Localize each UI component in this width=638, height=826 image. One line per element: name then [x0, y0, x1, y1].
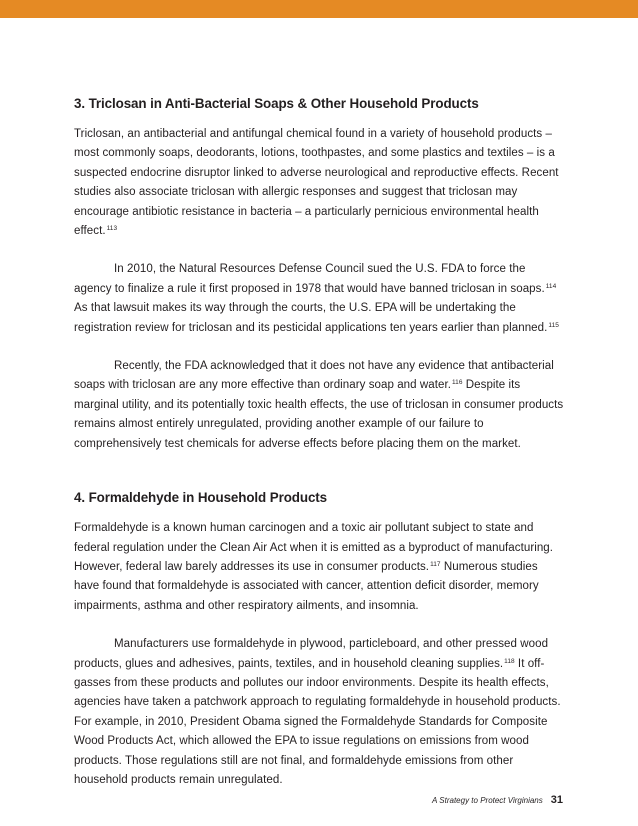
paragraph [74, 357, 566, 454]
paragraph [74, 635, 566, 790]
paragraph-text: Despite its marginal utility, and its potentially toxic health effects, the use of triclosan in consumer products remains almost entirely unregulated, providing another example of our failure to comprehensively test chemicals for adverse effects before placing them on the market. [74, 379, 564, 450]
paragraph-text: As that lawsuit makes its way through the courts, the U.S. EPA will be undertaking the registration review for triclosan and its pesticidal applications ten years earlier than planned. [74, 302, 548, 334]
page-content [74, 96, 566, 809]
section-heading-formaldehyde: 4. Formaldehyde in Household Products [74, 490, 327, 506]
paragraph-text: Formaldehyde is a known human carcinogen and a toxic air pollutant subject to state and federal regulation under the Clean Air Act when it is emitted as a byproduct of manufacturing. However, federal law barely addresses its use in consumer products. [74, 522, 554, 573]
paragraph-text: It off-gasses from these products and pollutes our indoor environments. Despite its health effects, agencies have taken a patchwork approach to regulating formaldehyde in household products. For example, in 2010, President Obama signed the Formaldehyde Standards for Composite Wood Products Act, which allowed the EPA to issue regulations on emissions from wood products. Those regulations still are not final, and formaldehyde emissions from other household products remain unregulated. [74, 657, 561, 786]
page-footer [432, 790, 563, 808]
paragraph-text: In 2010, the Natural Resources Defense Council sued the U.S. FDA to force the agency to finalize a rule it first proposed in 1978 that would have banned triclosan in soaps. [74, 263, 545, 295]
footnote-ref: 114 [545, 282, 557, 290]
paragraph-text: Manufacturers use formaldehyde in plywood, particleboard, and other pressed wood products, glues and adhesives, paints, textiles, and in household cleaning supplies. [74, 638, 549, 670]
footnote-ref: 117 [430, 560, 441, 568]
page-number: 31 [550, 794, 563, 806]
footnote-ref: 116 [452, 379, 463, 387]
paragraph-text: Triclosan, an antibacterial and antifungal chemical found in a variety of household products – most commonly soaps, deodorants, lotions, toothpastes, and some plastics and textiles – is a suspected endocrine disruptor linked to adverse neurological and reproductive effects. Recent studies also associate triclosan with allergic responses and suggest that triclosan may encourage antibiotic resistance in bacteria – a particularly pernicious environmental health effect. [74, 128, 559, 238]
section-heading-triclosan: 3. Triclosan in Anti-Bacterial Soaps & Other Household Products [74, 96, 479, 111]
footnote-ref: 113 [106, 225, 118, 233]
footnote-ref: 118 [504, 657, 515, 665]
paragraph-text: Numerous studies have found that formaldehyde is associated with cancer, attention deficit disorder, memory impairments, asthma and other respiratory ailments, and insomnia. [74, 560, 539, 612]
footnote-ref: 115 [548, 321, 559, 329]
footer-title: A Strategy to Protect Virginians [432, 796, 543, 805]
paragraph-text: Recently, the FDA acknowledged that it does not have any evidence that antibacterial soaps with triclosan are any more effective than ordinary soap and water. [74, 360, 554, 392]
top-accent-bar [0, 0, 638, 18]
paragraph [74, 125, 566, 241]
paragraph [74, 519, 566, 616]
paragraph [74, 260, 566, 338]
